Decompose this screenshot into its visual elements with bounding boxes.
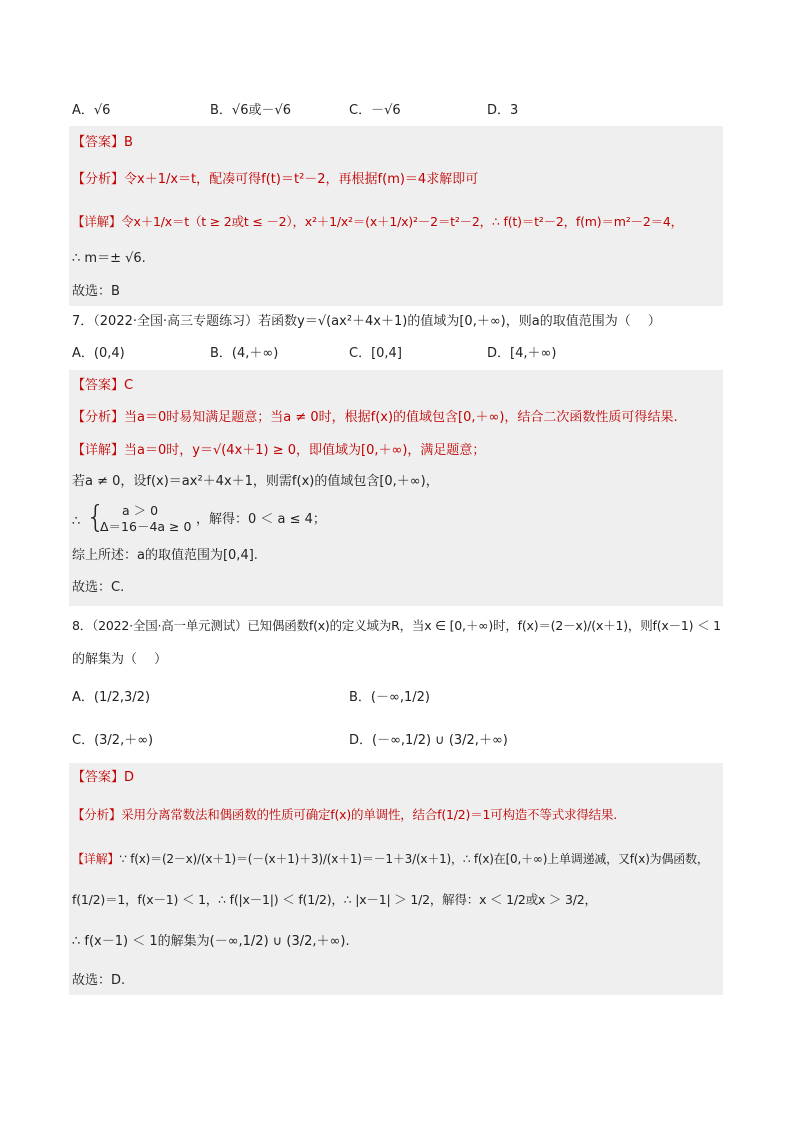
system-condition-1: a ＞ 0 xyxy=(122,503,159,518)
q7-choose: 故选：C. xyxy=(72,580,125,595)
q7-detail-line-2: 若a ≠ 0，设f(x)＝ax²＋4x＋1，则需f(x)的值域包含[0,＋∞)， xyxy=(72,474,439,489)
q8-answer-line xyxy=(72,768,134,788)
answer-value: C xyxy=(124,378,134,393)
analysis-text: 令x＋1/x＝t，配凑可得f(t)＝t²－2，再根据f(m)＝4求解即可 xyxy=(124,172,479,187)
q7-option-d: D．[4,＋∞) xyxy=(487,346,557,361)
q6-option-a: A．√6 xyxy=(72,103,111,118)
answer-tag: 【答案】 xyxy=(72,378,125,393)
answer-tag: 【答案】 xyxy=(72,135,125,150)
analysis-tag: 【分析】 xyxy=(72,807,122,822)
answer-value: D xyxy=(124,770,135,785)
q6-answer-line xyxy=(72,133,133,153)
q7-detail-line-1 xyxy=(72,441,485,461)
q7-analysis-line xyxy=(72,408,678,428)
brace-symbol: { xyxy=(86,500,106,535)
q7-detail-line-4: 综上所述：a的取值范围为[0,4]. xyxy=(72,548,258,563)
q6-analysis-line xyxy=(72,170,478,190)
q6-option-b: B．√6或－√6 xyxy=(210,103,292,118)
detail-tag: 【详解】 xyxy=(72,214,122,229)
q6-option-c: C．－√6 xyxy=(349,103,401,118)
q8-detail-line-1 xyxy=(72,849,709,869)
analysis-tag: 【分析】 xyxy=(72,172,125,187)
q8-option-c: C．(3/2,＋∞) xyxy=(72,733,154,748)
q7-stem: 7．（2022·全国·高三专题练习）若函数y＝√(ax²＋4x＋1)的值域为[0,＋∞)，则a的取值范围为（ ） xyxy=(72,314,661,329)
therefore-sign: ∴ xyxy=(72,514,81,529)
q7-answer-line xyxy=(72,376,133,396)
detail-text: 当a＝0时，y＝√(4x＋1) ≥ 0，即值域为[0,＋∞)，满足题意； xyxy=(124,443,486,458)
q7-option-c: C．[0,4] xyxy=(349,346,402,361)
q8-analysis-line xyxy=(72,805,617,825)
analysis-text: 采用分离常数法和偶函数的性质可确定f(x)的单调性，结合f(1/2)＝1可构造不等式求得结果. xyxy=(121,807,618,822)
q8-detail-line-3: ∴ f(x－1) ＜ 1的解集为(－∞,1/2) ∪ (3/2,＋∞). xyxy=(72,934,350,949)
q6-detail-line-2: ∴ m＝± √6. xyxy=(72,251,146,266)
q7-option-b: B．(4,＋∞) xyxy=(210,346,279,361)
q7-option-a: A．(0,4) xyxy=(72,346,125,361)
detail-text: 令x＋1/x＝t（t ≥ 2或t ≤ －2），x²＋1/x²＝(x＋1/x)²－2＝t²－2，∴ f(t)＝t²－2，f(m)＝m²－2＝4， xyxy=(121,214,683,229)
q8-stem-line-2: 的解集为（ ） xyxy=(72,652,168,667)
detail-text: ∵ f(x)＝(2－x)/(x＋1)＝(－(x＋1)＋3)/(x＋1)＝－1＋3/(x＋1)，∴ f(x)在[0,＋∞)上单调递减，又f(x)为偶函数， xyxy=(119,852,709,866)
analysis-tag: 【分析】 xyxy=(72,410,125,425)
q6-detail-line-1 xyxy=(72,212,683,232)
system-condition-2: Δ＝16－4a ≥ 0 xyxy=(100,519,192,534)
q6-option-d: D．3 xyxy=(487,103,519,118)
q8-option-b: B．(－∞,1/2) xyxy=(349,690,430,705)
q8-stem-line-1: 8．（2022·全国·高一单元测试）已知偶函数f(x)的定义域为R，当x ∈ [0,＋∞)时，f(x)＝(2－x)/(x＋1)，则f(x－1) ＜ 1 xyxy=(72,618,721,633)
system-result: ，解得：0 ＜ a ≤ 4； xyxy=(196,512,326,527)
q8-detail-line-2: f(1/2)＝1，f(x－1) ＜ 1，∴ f(|x－1|) ＜ f(1/2)，∴ |x－1| ＞ 1/2，解得：x ＜ 1/2或x ＞ 3/2， xyxy=(72,892,597,907)
analysis-text: 当a＝0时易知满足题意；当a ≠ 0时，根据f(x)的值域包含[0,＋∞)，结合二次函数性质可得结果. xyxy=(124,410,678,425)
q8-option-d: D．(－∞,1/2) ∪ (3/2,＋∞) xyxy=(349,733,508,748)
q8-choose: 故选：D. xyxy=(72,973,126,988)
detail-tag: 【详解】 xyxy=(72,852,120,866)
answer-tag: 【答案】 xyxy=(72,770,125,785)
detail-tag: 【详解】 xyxy=(72,443,125,458)
q6-choose: 故选：B xyxy=(72,284,120,299)
q8-option-a: A．(1/2,3/2) xyxy=(72,690,151,705)
q8-solution-panel xyxy=(69,763,723,995)
answer-value: B xyxy=(124,135,133,150)
